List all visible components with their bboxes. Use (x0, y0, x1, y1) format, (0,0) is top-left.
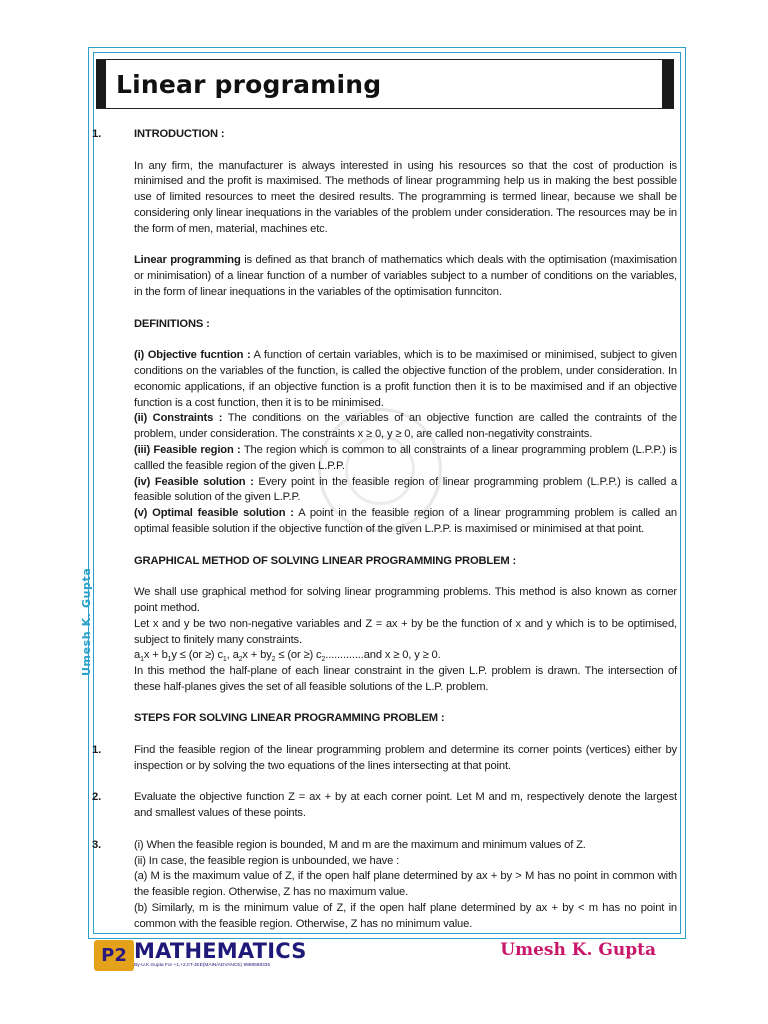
graphical-paragraph-3: In this method the half-plane of each linear constraint in the given L.P. problem is drawn. The intersection of these half-planes gives the set of all feasible solutions of the L.P. problem. (134, 665, 677, 693)
section-number: 1. (92, 128, 102, 140)
step-number: 2. (92, 791, 102, 804)
intro-paragraph-2 (134, 253, 677, 300)
step-line: (ii) In case, the feasible region is unbounded, we have : (134, 854, 400, 867)
page-title: Linear programing (116, 70, 382, 99)
definition-term: (v) Optimal feasible solution : (134, 507, 294, 520)
footer-author: Umesh K. Gupta (500, 940, 656, 960)
step-line: (i) When the feasible region is bounded, M and m are the maximum and minimum values of Z. (134, 838, 586, 851)
definition-item (134, 411, 677, 443)
definition-text: The conditions on the variables of an objective function are called the contraints of the problem, under consideration. The constraints x ≥ 0, y ≥ 0, are called non-negativity constraints. (134, 412, 678, 441)
definition-term: (iii) Feasible region : (134, 443, 241, 456)
definition-text: A function of certain variables, which is to be maximised or minimised, subject to given conditions on the variables of the function, is called the objective function of the problem, under consideration. In economic applications, if an objective function is a profit function then it is to be maximised and if an objective function is a cost function, then it is to be minimised. (134, 349, 677, 409)
intro-paragraph-1: In any firm, the manufacturer is always interested in using his resources so that the cost of production is minimised and the profit is maximised. The methods of linear programming help us in making the best possible use of limited resources to meet the desired results. The programming is termed linear, because we shall be considering only linear inequations in the variables of the problem under consideration. The resources may be in the form of men, material, machines etc. (134, 159, 677, 235)
step-item (92, 743, 677, 775)
step-item (92, 790, 677, 822)
graphical-paragraph-1: We shall use graphical method for solving linear programming problems. This method is also known as corner point method. (134, 586, 677, 614)
p2-logo: P2 (94, 940, 134, 971)
constraint-formula: $a_1x + b_1y \le (or$ ≥) $c_1$, $a_2x + by_2 \le (or$ ≥) $c_2.............and$ x ≥ 0, y ≥ 0. (134, 649, 441, 664)
title-bar-left-block (96, 60, 106, 108)
document-body (92, 127, 677, 933)
step-line: (b) Similarly, m is the minimum value of Z, if the open half plane determined by ax + by < m has no point in common with the feasible region. Otherwise, Z has no minimum value. (134, 902, 677, 930)
step-text (134, 838, 677, 933)
definitions-list (134, 348, 677, 538)
definition-text: A point in the feasible region of a linear programming problem is called an optimal feasible solution if the objective function of the given L.P.P. is maximised or minimised at that point. (134, 507, 678, 535)
definition-term: (iv) Feasible solution : (134, 475, 254, 488)
steps-heading: STEPS FOR SOLVING LINEAR PROGRAMMING PROBLEM : (134, 712, 445, 725)
graphical-paragraph-2: Let x and y be two non-negative variables and Z = ax + by be the function of x and y which is to be optimised, subject to finitely many constraints. (134, 617, 677, 646)
definition-item (134, 506, 677, 538)
definition-term: (ii) Constraints : (134, 412, 223, 425)
intro-heading-row (92, 127, 677, 143)
intro-paragraph-2-text: is defined as that branch of mathematics which deals with the optimisation (maximisation or minimisation) of a linear function of a number of variables subject to a number of conditions on the variables, in the form of linear inequations in the variables of the optimisation funnciton. (134, 254, 677, 298)
definition-item (134, 443, 677, 475)
graphical-method-heading: GRAPHICAL METHOD OF SOLVING LINEAR PROGRAMMING PROBLEM : (134, 554, 517, 567)
definition-term: (i) Objective fucntion : (134, 349, 251, 362)
side-author-label: Umesh K. Gupta (80, 567, 93, 676)
step-item (92, 838, 677, 933)
term-linear-programming: Linear programming (134, 254, 241, 267)
definition-item (134, 475, 677, 507)
definition-text: Every point in the feasible region of linear programming problem (L.P.P.) is called a feasible solution of the given L.P.P. (134, 475, 677, 504)
title-bar-right-block (662, 60, 674, 108)
step-number: 3. (92, 838, 102, 851)
section-heading: INTRODUCTION : (134, 128, 225, 140)
footer-brand: MATHEMATICS (134, 939, 307, 963)
graphical-method-body (134, 585, 677, 696)
definition-text: The region which is common to all constraints of a linear programming problem (L.P.P.) is callled the feasible region of the given L.P.P. (134, 443, 677, 472)
step-text: Evaluate the objective function Z = ax + by at each corner point. Let M and m, respectively denote the largest and smallest values of these points. (134, 791, 677, 820)
step-number: 1. (92, 744, 102, 757)
definitions-heading: DEFINITIONS : (134, 317, 210, 330)
definition-item (134, 348, 677, 411)
title-bar (96, 59, 674, 109)
step-text: Find the feasible region of the linear programming problem and determine its corner points (vertices) either by inspection or by solving the two equations of the lines intersecting at that point. (134, 744, 677, 772)
footer-subline: By-U.K.Gupta For +1,+2,IIT-JEE(MAIN/ADVANCE) 9988588335 (134, 963, 271, 968)
step-line: (a) M is the maximum value of Z, if the open half plane determined by ax + by > M has no point in common with the feasible region. Otherwise, Z has no maximum value. (134, 870, 677, 899)
